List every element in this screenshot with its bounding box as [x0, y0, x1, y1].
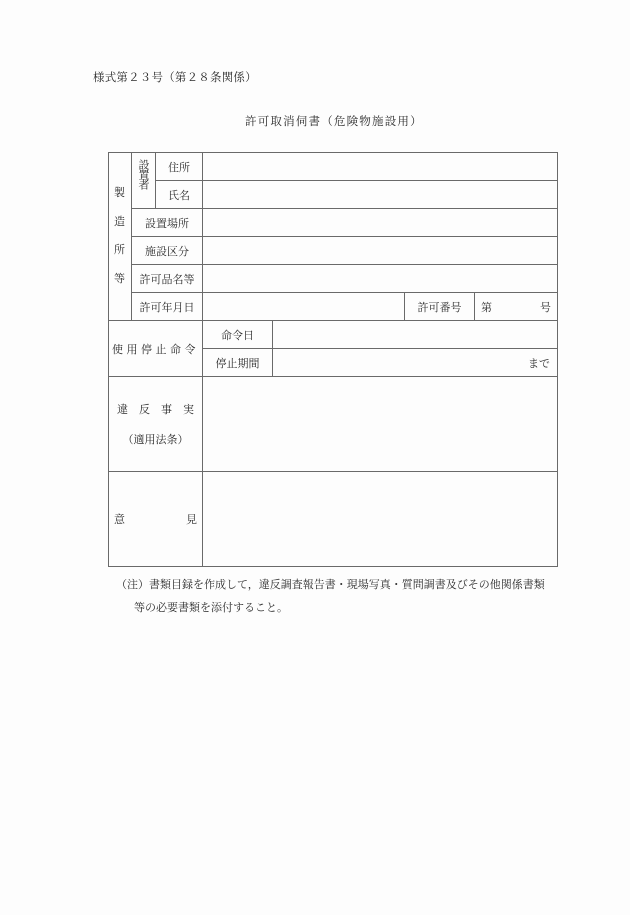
label-char: 造 [114, 214, 125, 228]
facility-group-label [108, 180, 131, 290]
facility-category-label: 施設区分 [145, 244, 189, 258]
note [116, 573, 576, 619]
opinion-label-right: 見 [186, 513, 197, 526]
installer-name-field[interactable] [203, 181, 557, 208]
label-char: 製 [114, 186, 125, 199]
permit-number-suffix: 号 [540, 300, 551, 314]
form-number: 様式第２３号（第２８条関係） [93, 70, 257, 84]
suspension-order-label: 使用停止命令 [112, 342, 199, 356]
suspension-period-field[interactable] [273, 349, 557, 376]
location-label: 設置場所 [145, 216, 189, 230]
violation-label-cell [109, 377, 202, 471]
installer-label [132, 153, 155, 193]
permitted-items-field[interactable] [203, 265, 557, 292]
label-char: 所 [114, 243, 125, 257]
opinion-label-left: 意 [114, 513, 125, 526]
order-date-label: 命令日 [221, 328, 254, 342]
installer-address-field[interactable] [203, 153, 557, 180]
document-title: 許可取消伺書（危険物施設用） [245, 114, 423, 128]
installer-label-text: 設置者 [137, 159, 150, 189]
violation-label: 違 反 事 実 [117, 403, 194, 416]
permit-date-label: 許可年月日 [139, 300, 195, 314]
opinion-field[interactable] [203, 472, 557, 566]
violation-field[interactable] [203, 377, 557, 471]
label-char: 等 [114, 271, 125, 285]
note-line-2: 等の必要書類を添付すること。 [134, 601, 288, 614]
facility-category-field[interactable] [203, 237, 557, 264]
opinion-label-cell [109, 472, 202, 566]
table-border-bottom [108, 566, 558, 567]
permit-date-field[interactable] [203, 293, 404, 320]
violation-sub-label: （適用法条） [122, 433, 189, 446]
permit-number-field[interactable] [475, 293, 557, 320]
permitted-items-label: 許可品名等 [139, 272, 195, 286]
order-date-field[interactable] [273, 321, 557, 348]
location-field[interactable] [203, 209, 557, 236]
suspension-period-label: 停止期間 [215, 356, 260, 370]
name-label: 氏名 [168, 188, 190, 202]
table-border-right [557, 152, 558, 567]
address-label: 住所 [168, 160, 190, 174]
permit-number-label: 許可番号 [417, 300, 462, 314]
note-line-1: （注）書類目録を作成して，違反調査報告書・現場写真・質問調書及びその他関係書類 [116, 578, 545, 591]
suspension-period-suffix: まで [528, 356, 550, 370]
permit-number-prefix: 第 [481, 300, 492, 314]
